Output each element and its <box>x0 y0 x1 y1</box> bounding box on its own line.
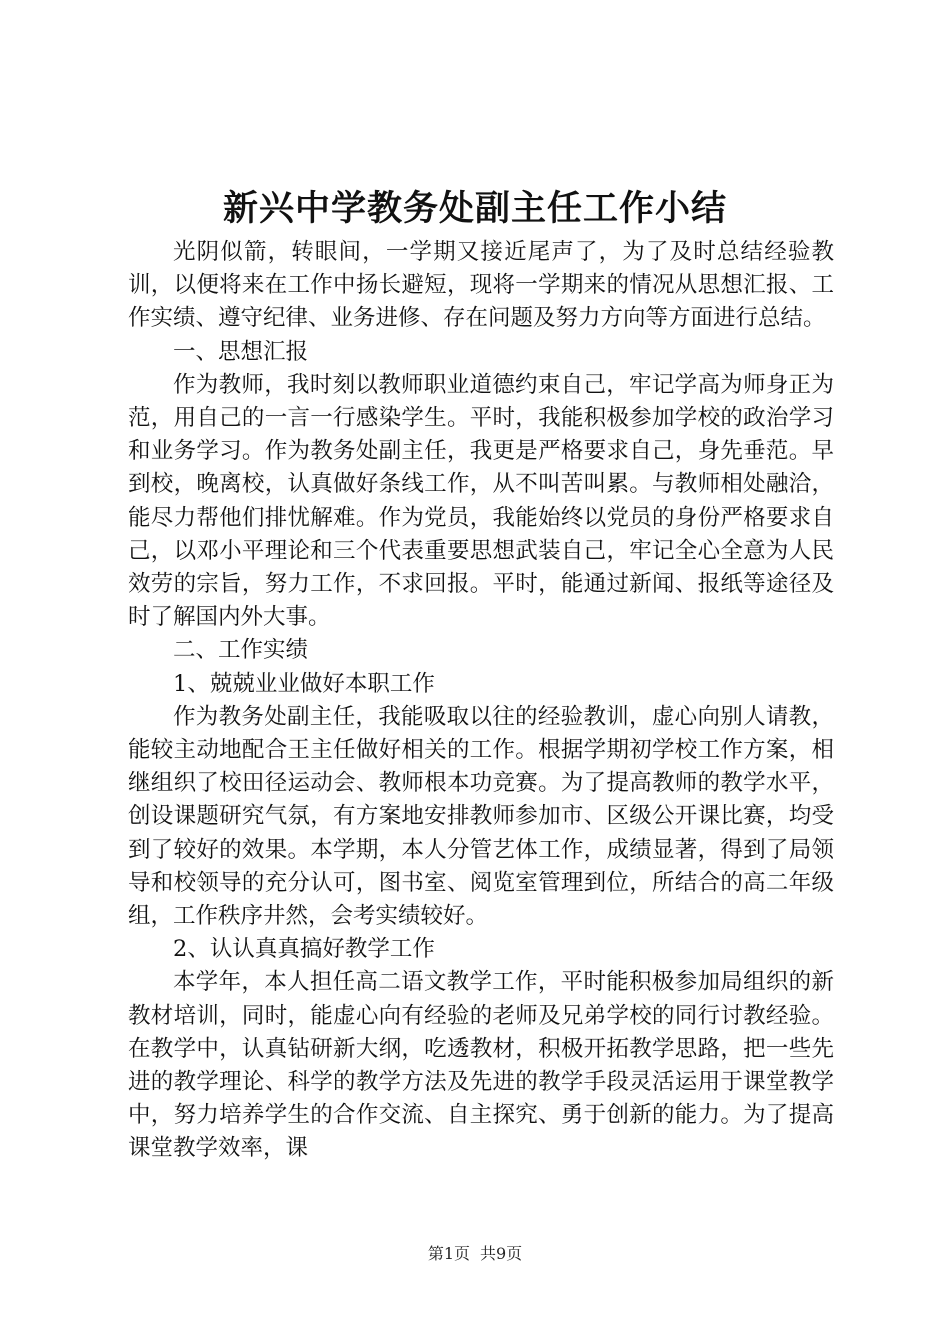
subheading-duties: 1、兢兢业业做好本职工作 <box>173 670 435 697</box>
intro-paragraph: 光阴似箭，转眼间，一学期又接近尾声了，为了及时总结经验教训，以便将来在工作中扬长避短，现将一学期来的情况从思想汇报、工作实绩、遵守纪律、业务进修、存在问题及努力方向等方面进行总结。 <box>128 239 834 332</box>
duties-paragraph: 作为教务处副主任，我能吸取以往的经验教训，虚心向别人请教，能较主动地配合王主任做好相关的工作。根据学期初学校工作方案，相继组织了校田径运动会、教师根本功竞赛。为了提高教师的教学水平，创设课题研究气氛，有方案地安排教师参加市、区级公开课比赛，均受到了较好的效果。本学期，本人分管艺体工作，成绩显著，得到了局领导和校领导的充分认可，图书室、阅览室管理到位，所结合的高二年级组，工作秩序井然，会考实绩较好。 <box>128 703 834 930</box>
page-number: 第1页 <box>427 1244 470 1263</box>
page-total: 共9页 <box>480 1244 523 1263</box>
document-body <box>128 236 834 1166</box>
subheading-teaching: 2、认认真真搞好教学工作 <box>173 936 435 963</box>
thoughts-paragraph: 作为教师，我时刻以教师职业道德约束自己，牢记学高为师身正为范，用自己的一言一行感染学生。平时，我能积极参加学校的政治学习和业务学习。作为教务处副主任，我更是严格要求自己，身先垂范。早到校，晚离校，认真做好条线工作，从不叫苦叫累。与教师相处融洽，能尽力帮他们排忧解难。作为党员，我能始终以党员的身份严格要求自己，以邓小平理论和三个代表重要思想武装自己，牢记全心全意为人民效劳的宗旨，努力工作，不求回报。平时，能通过新闻、报纸等途径及时了解国内外大事。 <box>128 371 834 631</box>
section-heading-thoughts: 一、思想汇报 <box>173 338 309 365</box>
section-heading-achievements: 二、工作实绩 <box>173 637 309 664</box>
teaching-paragraph: 本学年，本人担任高二语文教学工作，平时能积极参加局组织的新教材培训，同时，能虚心向有经验的老师及兄弟学校的同行讨教经验。在教学中，认真钻研新大纲，吃透教材，积极开拓教学思路，把一些先进的教学理论、科学的教学方法及先进的教学手段灵活运用于课堂教学中，努力培养学生的合作交流、自主探究、勇于创新的能力。为了提高课堂教学效率，课 <box>128 969 834 1162</box>
document-title: 新兴中学教务处副主任工作小结 <box>222 188 727 229</box>
page-footer <box>0 1243 950 1265</box>
